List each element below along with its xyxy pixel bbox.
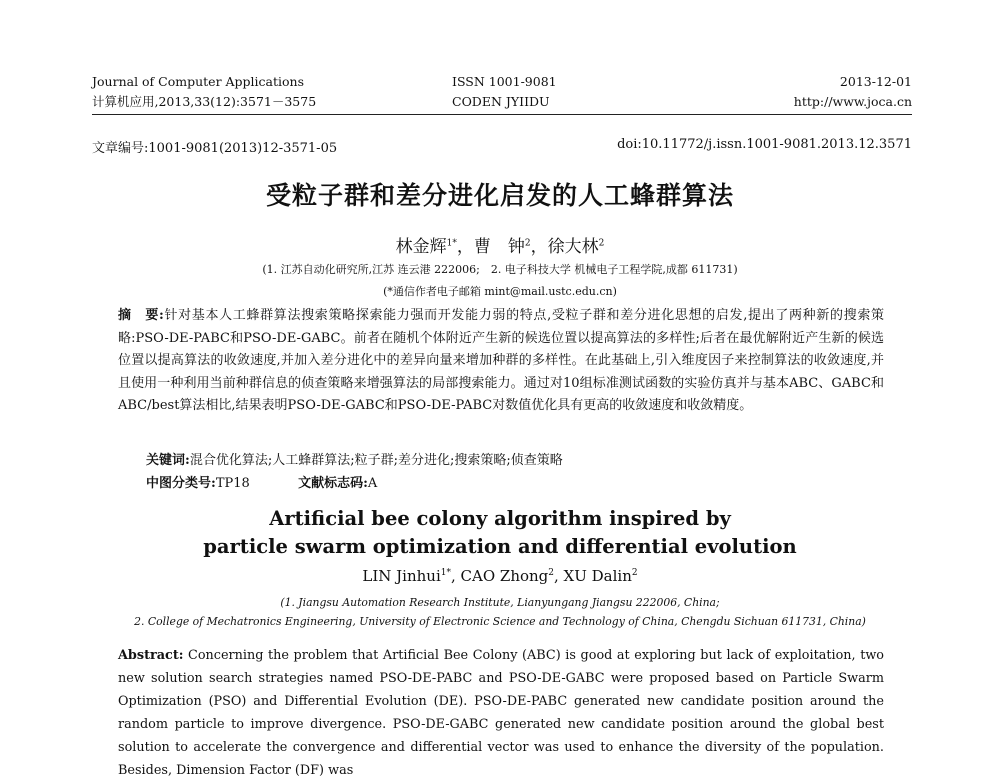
title-en bbox=[0, 505, 1000, 561]
author-cn-1: 林金辉 bbox=[395, 237, 447, 257]
author-cn-3: ，徐大林 bbox=[530, 237, 599, 257]
author-en-1: LIN Jinhui bbox=[362, 567, 441, 585]
article-number: 文章编号:1001-9081(2013)12-3571-05 bbox=[92, 141, 338, 156]
keywords-cn-label: 关键词: bbox=[146, 453, 190, 468]
publication-date: 2013-12-01 bbox=[839, 74, 912, 89]
header-divider bbox=[92, 114, 912, 115]
journal-header-center bbox=[452, 72, 557, 112]
affiliation-en-1: (1. Jiangsu Automation Research Institute, Lianyungang Jiangsu 222006, China; bbox=[280, 596, 720, 609]
issn: ISSN 1001-9081 bbox=[452, 74, 557, 89]
abstract-en-label: Abstract: bbox=[118, 648, 184, 663]
journal-name-cn: 计算机应用,2013,33(12):3571－3575 bbox=[92, 94, 317, 109]
doc-code: A bbox=[367, 476, 378, 491]
author-en-2: , CAO Zhong bbox=[450, 567, 549, 585]
journal-url[interactable]: http://www.joca.cn bbox=[793, 94, 912, 109]
affiliation-cn: (1. 江苏自动化研究所,江苏 连云港 222006; 2. 电子科技大学 机械电子工程学院,成都 611731) bbox=[262, 263, 738, 276]
journal-header-right bbox=[794, 72, 912, 112]
author-en-3: , XU Dalin bbox=[554, 567, 632, 585]
title-en-line2: particle swarm optimization and differential evolution bbox=[203, 535, 797, 558]
doc-code-label: 文献标志码: bbox=[298, 476, 368, 491]
keywords-cn-text: 混合优化算法;人工蜂群算法;粒子群;差分进化;搜索策略;侦查策略 bbox=[189, 453, 563, 468]
abstract-cn-text: 针对基本人工蜂群算法搜索策略探索能力强而开发能力弱的特点,受粒子群和差分进化思想的启发,提出了两种新的搜索策略:PSO-DE-PABC和PSO-DE-GABC。前者在随机个体附近产生新的候选位置以提高算法的多样性;后者在最优解附近产生新的候选位置以提高算法的收敛速度,并加入差分进化中的差异向量来增加种群的多样性。在此基础上,引入维度因子来控制算法的收敛速度,并且使用一种利用当前种群信息的侦查策略来增强算法的局部搜索能力。通过对10组标准测试函数的实验仿真并与基本ABC、GABC和ABC/best算法相比,结果表明PSO-DE-GABC和PSO-DE-PABC对数值优化具有更高的收敛速度和收敛精度。 bbox=[118, 308, 884, 413]
abstract-cn-label: 摘 要: bbox=[118, 308, 164, 323]
title-en-line1: Artificial bee colony algorithm inspired by bbox=[269, 507, 731, 530]
journal-name-en: Journal of Computer Applications bbox=[92, 74, 305, 89]
abstract-cn bbox=[118, 305, 884, 418]
author-cn-2: ，曹 钟 bbox=[456, 237, 525, 257]
corresponding-email-cn: (*通信作者电子邮箱 mint@mail.ustc.edu.cn) bbox=[383, 285, 617, 298]
classification-cn bbox=[146, 472, 377, 491]
journal-header-left bbox=[92, 72, 316, 112]
abstract-en bbox=[118, 644, 884, 782]
class-number: TP18 bbox=[215, 476, 250, 491]
abstract-en-text: Concerning the problem that Artificial Bee Colony (ABC) is good at exploring but lack of exploitation, two new solution search strategies named PSO-DE-PABC and PSO-DE-GABC were proposed based on Particle Swarm Optimization (PSO) and Differential Evolution (DE). PSO-DE-PABC generated new candidate position around the random particle to improve divergence. PSO-DE-GABC generated new candidate position around the global best solution to accelerate the convergence and differential vector was used to enhance the diversity of the population. Besides, Dimension Factor (DF) was bbox=[118, 648, 884, 778]
authors-en: LIN Jinhui$^{1*}$, CAO Zhong$^2$, XU Dalin$^2$ bbox=[362, 567, 638, 585]
authors-cn: 林金辉$^{1*}$，曹 钟$^2$，徐大林$^2$ bbox=[395, 237, 605, 257]
coden: CODEN JYIIDU bbox=[452, 94, 550, 109]
title-cn: 受粒子群和差分进化启发的人工蜂群算法 bbox=[265, 181, 734, 210]
keywords-cn bbox=[146, 449, 563, 468]
affiliation-en-2: 2. College of Mechatronics Engineering, University of Electronic Science and Technology of China, Chengdu Sichuan 611731, China) bbox=[134, 615, 866, 628]
class-label: 中图分类号: bbox=[146, 476, 216, 491]
doi[interactable]: doi:10.11772/j.issn.1001-9081.2013.12.3571 bbox=[617, 137, 912, 152]
